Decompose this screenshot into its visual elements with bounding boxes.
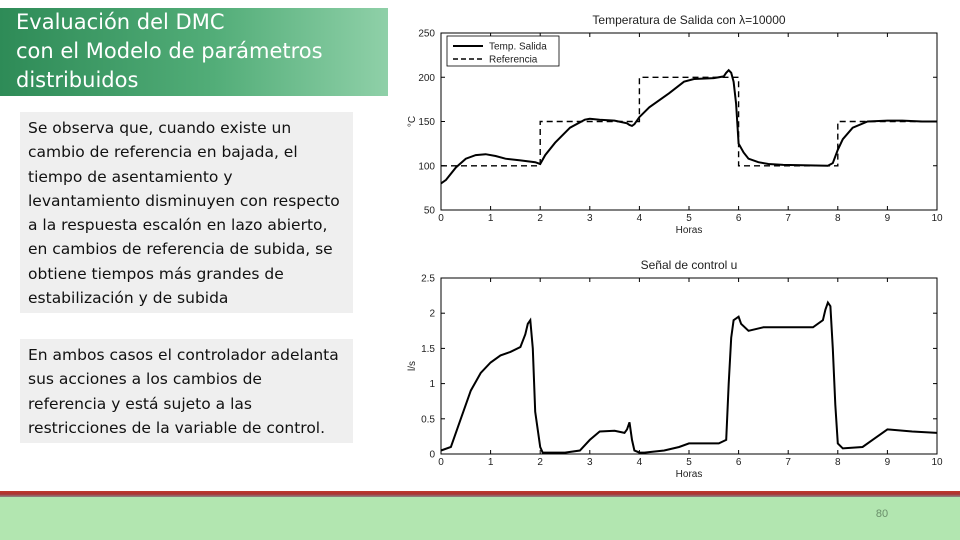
- y-tick-label: 2: [429, 308, 435, 320]
- y-tick-label: 0.5: [421, 414, 435, 426]
- footer-bar: [0, 497, 960, 540]
- y-tick-label: 2.5: [421, 273, 435, 285]
- x-tick-label: 9: [884, 213, 891, 224]
- x-tick-label: 9: [884, 457, 891, 468]
- x-tick-label: 4: [636, 213, 643, 224]
- temperature-chart: [398, 5, 948, 240]
- x-tick-label: 3: [587, 213, 593, 224]
- y-tick-label: 0: [429, 449, 435, 461]
- control-signal-chart: [398, 252, 948, 487]
- x-axis-label: Horas: [675, 225, 703, 236]
- x-tick-label: 1: [487, 213, 494, 224]
- reference-series-line: [441, 77, 937, 166]
- y-tick-label: 250: [418, 28, 435, 40]
- x-tick-label: 0: [438, 213, 444, 224]
- x-tick-label: 4: [636, 457, 643, 468]
- y-axis-label: °C: [407, 115, 418, 128]
- legend-label: Referencia: [489, 54, 538, 66]
- y-tick-label: 200: [418, 72, 435, 84]
- observation-paragraph: Se observa que, cuando existe un cambio de referencia en bajada, el tiempo de asentamiento y levantamiento disminuyen con respecto a la respuesta escalón en lazo abierto, en cambios de referencia de subida, se obtiene tiempos más grandes de estabilización y de subida: [20, 112, 353, 313]
- x-tick-label: 10: [931, 213, 943, 224]
- x-tick-label: 6: [735, 213, 742, 224]
- x-tick-label: 8: [835, 213, 841, 224]
- x-tick-label: 6: [735, 457, 742, 468]
- title-banner: [0, 8, 388, 96]
- x-tick-label: 5: [686, 457, 692, 468]
- y-tick-label: 150: [418, 117, 435, 128]
- y-axis-label: l/s: [407, 361, 418, 371]
- x-tick-label: 10: [931, 457, 943, 468]
- slide-title: Evaluación del DMC con el Modelo de parámetros distribuidos: [16, 10, 323, 92]
- x-tick-label: 2: [537, 213, 543, 224]
- x-tick-label: 2: [537, 457, 543, 468]
- chart-title: Señal de control u: [640, 258, 738, 272]
- y-tick-label: 1: [429, 379, 435, 391]
- y-tick-label: 50: [423, 205, 435, 217]
- x-tick-label: 1: [487, 457, 494, 468]
- x-tick-label: 0: [438, 457, 444, 468]
- x-tick-label: 3: [587, 457, 593, 468]
- page-number: 80: [875, 508, 889, 520]
- x-tick-label: 7: [785, 213, 791, 224]
- x-axis-label: Horas: [675, 469, 703, 480]
- controller-paragraph: En ambos casos el controlador adelanta sus acciones a los cambios de referencia y está sujeto a las restricciones de la variable de control.: [20, 339, 353, 443]
- chart-title: Temperatura de Salida con λ=10000: [592, 13, 786, 27]
- output-series-line: [441, 303, 937, 453]
- y-tick-label: 100: [418, 161, 435, 173]
- x-tick-label: 5: [686, 213, 692, 224]
- plot-frame: [441, 278, 937, 454]
- legend-label: Temp. Salida: [489, 41, 547, 53]
- x-tick-label: 8: [835, 457, 841, 468]
- x-tick-label: 7: [785, 457, 791, 468]
- y-tick-label: 1.5: [421, 343, 435, 355]
